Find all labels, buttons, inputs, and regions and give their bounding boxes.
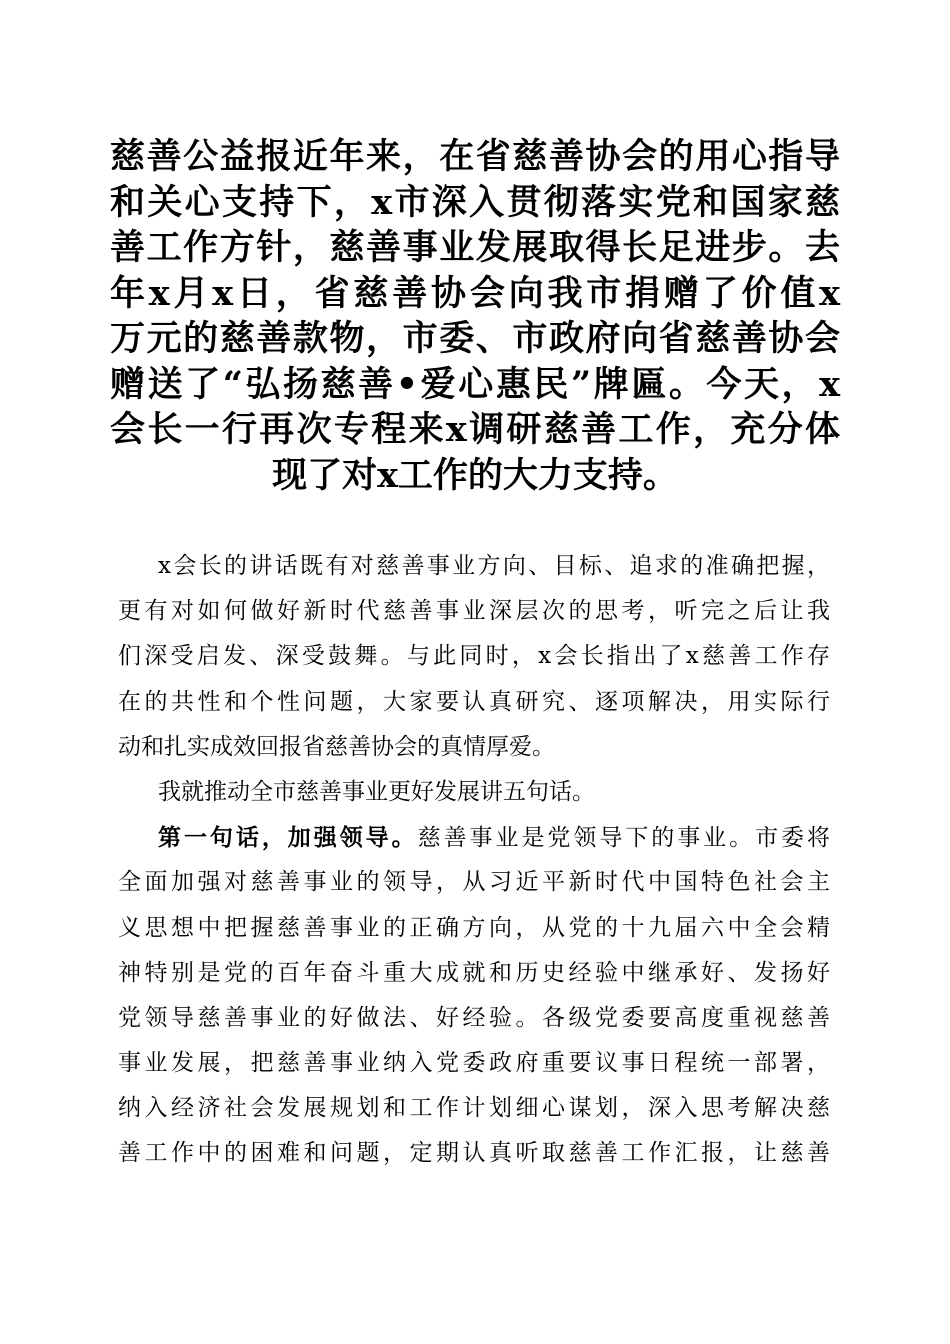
document-body [118,544,830,1177]
title-line: 年x月x日，省慈善协会向我市捐赠了价值x [110,272,840,314]
title-line: 万元的慈善款物，市委、市政府向省慈善协会 [110,318,840,359]
document-title [110,134,840,498]
paragraph-3 [118,815,830,1177]
body-line: 在的共性和个性问题，大家要认真研究、逐项解决，用实际行 [118,688,830,715]
paragraph-1 [118,544,830,770]
body-line: 事业发展，把慈善事业纳入党委政府重要议事日程统一部署， [118,1050,830,1077]
title-line: 慈善公益报近年来，在省慈善协会的用心指导 [110,136,840,177]
section-text: 慈善事业是党领导下的事业。市委将 [417,825,831,852]
body-line: 党领导慈善事业的好做法、好经验。各级党委要高度重视慈善 [118,1004,830,1031]
paragraph-2 [118,770,830,815]
body-line: x会长的讲话既有对慈善事业方向、目标、追求的准确把握， [158,553,830,579]
body-line: 动和扎实成效回报省慈善协会的真情厚爱。 [118,733,555,760]
body-line: 全面加强对慈善事业的领导，从习近平新时代中国特色社会主 [118,869,830,896]
title-line: 会长一行再次专程来x调研慈善工作，充分体 [110,409,840,450]
title-line: 赠送了“弘扬慈善•爱心惠民”牌匾。今天，x [110,363,840,405]
body-line: 纳入经济社会发展规划和工作计划细心谋划，深入思考解决慈 [118,1095,830,1122]
title-line: 善工作方针，慈善事业发展取得长足进步。去 [110,227,840,268]
title-line: 现了对x工作的大力支持。 [272,454,678,496]
title-line: 和关心支持下，x市深入贯彻落实党和国家慈 [110,181,840,223]
body-line: 善工作中的困难和问题，定期认真听取慈善工作汇报，让慈善 [118,1140,830,1167]
body-line: 义思想中把握慈善事业的正确方向，从党的十九届六中全会精 [118,914,830,941]
body-line: 我就推动全市慈善事业更好发展讲五句话。 [158,778,595,805]
body-line [118,815,830,860]
section-lead: 第一句话，加强领导。 [158,824,418,852]
body-line: 们深受启发、深受鼓舞。与此同时，x会长指出了x慈善工作存 [118,643,830,670]
body-line: 神特别是党的百年奋斗重大成就和历史经验中继承好、发扬好 [118,959,830,986]
body-line: 更有对如何做好新时代慈善事业深层次的思考，听完之后让我 [118,598,830,625]
